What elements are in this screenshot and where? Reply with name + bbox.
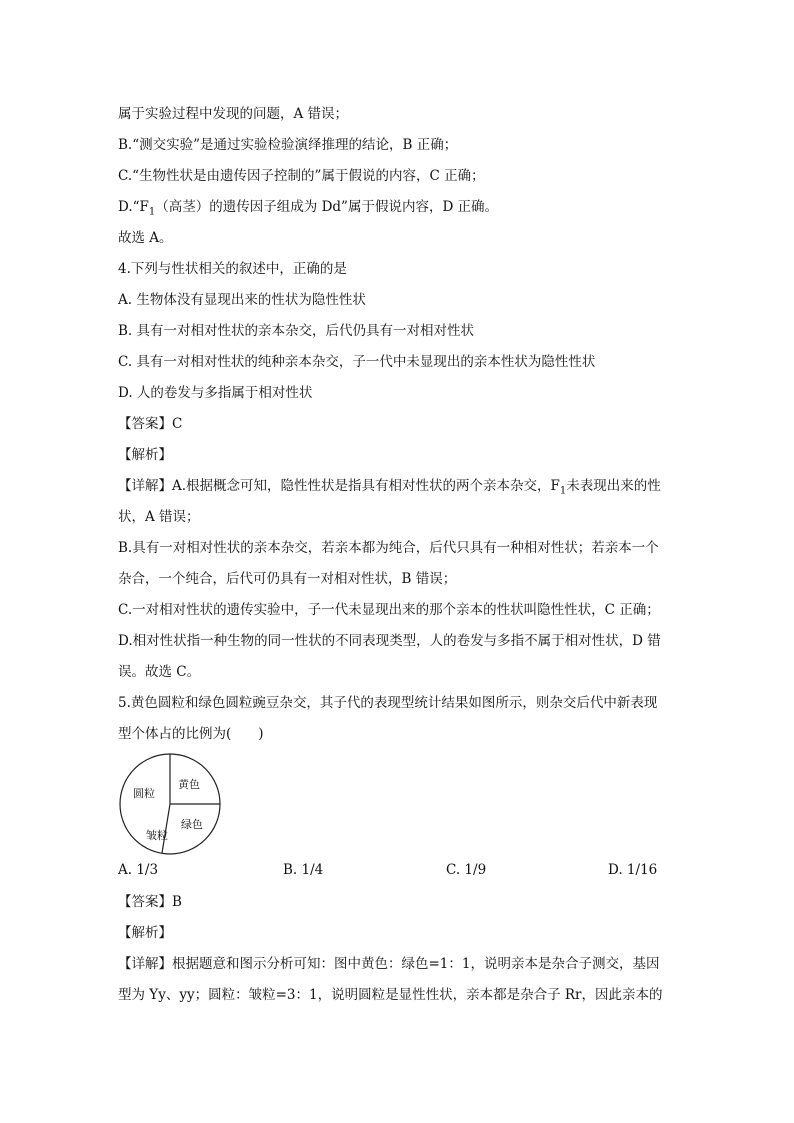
option-5a: A. 1/3: [118, 862, 159, 878]
text-line: 误。故选 C。: [118, 664, 201, 680]
pie-label-huangse: 黄色: [178, 778, 200, 791]
text-line: C.“生物性状是由遗传因子控制的”属于假说的内容，C 正确；: [118, 168, 485, 184]
pie-figure: [118, 752, 222, 856]
text-line: D.相对性状指一种生物的同一性状的不同表现类型，人的卷发与多指不属于相对性状，D 错: [118, 633, 661, 649]
option-5d: D. 1/16: [608, 862, 658, 878]
option-4d: D. 人的卷发与多指属于相对性状: [118, 385, 313, 401]
option-4c: C. 具有一对相对性状的纯种亲本杂交，子一代中未显现出的亲本性状为隐性性状: [118, 354, 596, 370]
pie-label-yuanli: 圆粒: [133, 787, 155, 800]
option-4b: B. 具有一对相对性状的亲本杂交，后代仍具有一对相对性状: [118, 323, 475, 339]
analysis-heading: 【解析】: [118, 925, 172, 941]
text-line: 【详解】A.根据概念可知，隐性性状是指具有相对性状的两个亲本杂交，$F_1$未表现出来的性: [118, 478, 661, 497]
text-line: 故选 A。: [118, 230, 173, 246]
option-4a: A. 生物体没有显现出来的性状为隐性性状: [118, 292, 366, 308]
option-5b: B. 1/4: [283, 862, 324, 878]
text-line: 状，A 错误；: [118, 509, 200, 525]
question-5: 5.黄色圆粒和绿色圆粒豌豆杂交，其子代的表现型统计结果如图所示，则杂交后代中新表现: [118, 695, 658, 711]
pie-chart: [118, 752, 222, 856]
question-5-cont: 型个体占的比例为( ): [118, 726, 264, 742]
text-line: 型为 Yy、yy；圆粒：皱粒=3：1，说明圆粒是显性性状，亲本都是杂合子 Rr，因此亲本的: [118, 987, 663, 1003]
text-line: B.具有一对相对性状的亲本杂交，若亲本都为纯合，后代只具有一种相对性状；若亲本一个: [118, 540, 659, 556]
text-line: 【详解】根据题意和图示分析可知：图中黄色：绿色=1：1，说明亲本是杂合子测交，基因: [118, 956, 660, 972]
text-line: B.“测交实验”是通过实验检验演绎推理的结论，B 正确；: [118, 137, 458, 153]
text-line: 属于实验过程中发现的问题，A 错误；: [118, 106, 349, 122]
text-line: C.一对相对性状的遗传实验中，子一代未显现出来的那个亲本的性状叫隐性性状，C 正确；: [118, 602, 660, 618]
pie-label-zhouli: 皱粒: [146, 829, 168, 842]
option-5c: C. 1/9: [446, 862, 487, 878]
answer-4: 【答案】C: [118, 416, 183, 432]
text-line: $D.“F_1$（高茎）的遗传因子组成为 Dd”属于假说内容，D 正确。: [118, 199, 499, 218]
analysis-heading: 【解析】: [118, 447, 172, 463]
text-line: 杂合，一个纯合，后代可仍具有一对相对性状，B 错误；: [118, 571, 457, 587]
pie-label-lvse: 绿色: [181, 818, 203, 831]
question-4: 4.下列与性状相关的叙述中，正确的是: [118, 261, 347, 277]
answer-5: 【答案】B: [118, 894, 182, 910]
